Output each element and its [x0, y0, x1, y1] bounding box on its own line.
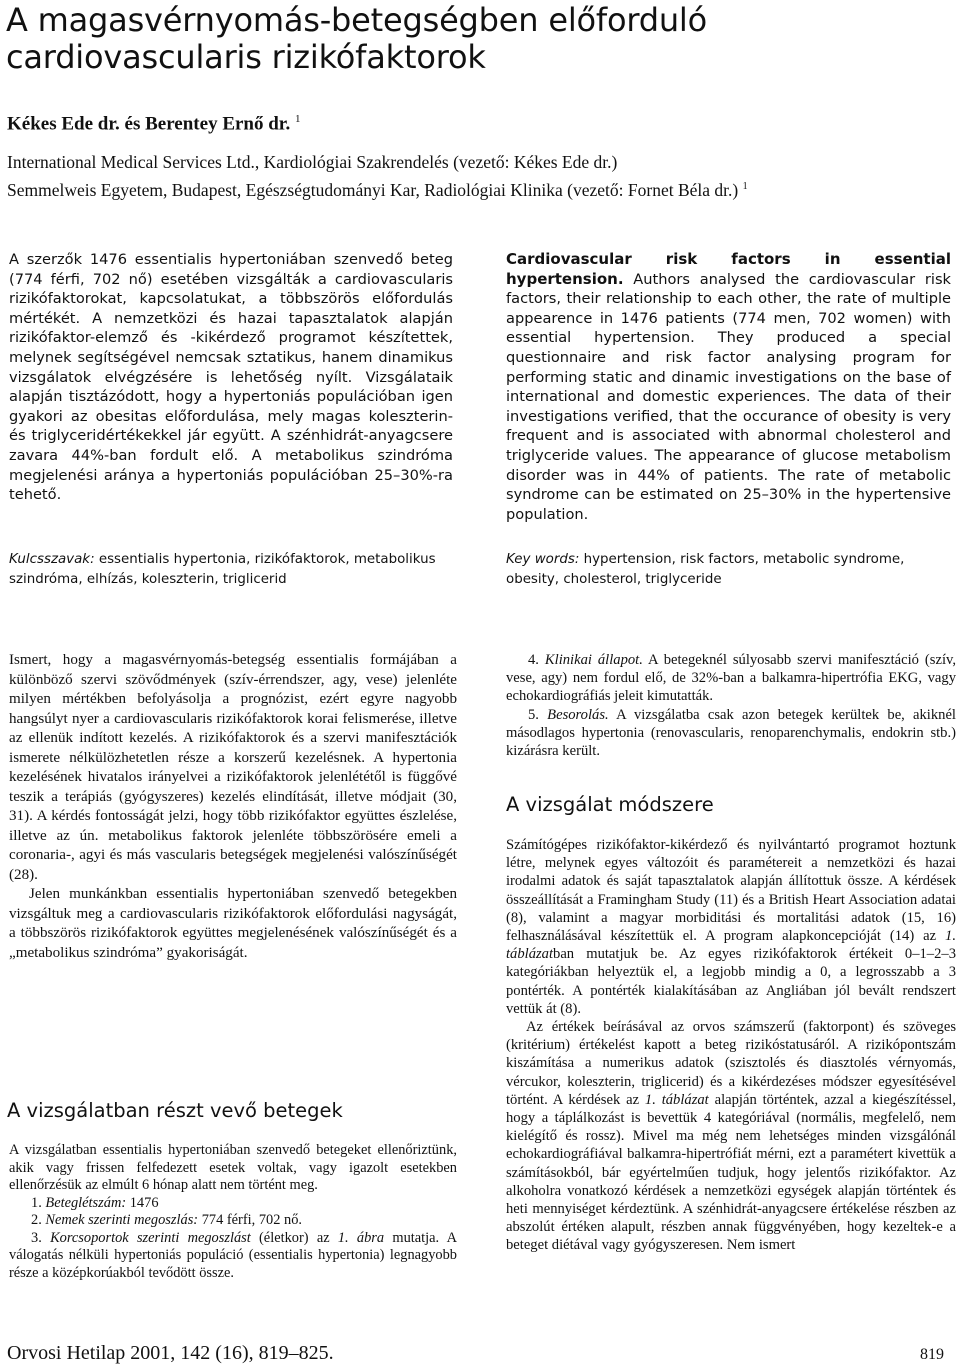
participants-intro: A vizsgálatban essentialis hypertoniában szenvedő betegeket ellenőriztünk, akik vagy frissen felfedezett esetek voltak, vagy igazolt esetekben ellenőrzésük az elmúlt 6 hónap alatt nem történt meg.: [9, 1142, 457, 1193]
participants-heading: A vizsgálatban részt vevő betegek: [7, 1099, 343, 1122]
item-label: Korcsoportok szerinti megoszlást: [50, 1229, 251, 1246]
abstract-hungarian: A szerzők 1476 essentialis hypertoniában szenvedő beteg (774 férfi, 702 nő) esetében vizsgálták a cardiovascularis rizikófaktorokat, kapcsolatukat, a többszörös előfordulás mértékét. A nemzetközi és hazai tapasztalatok alapján rizikófaktor-elemző és -kikérdező programot készítettek, melynek segítségével nemcsak sztatikus, hanem dinamikus vizsgálatok elvégzésére is lehetőség nyílt. Vizsgálataik alapján tisztázódott, hogy a hypertoniás populációban igen gyakori az obesitas előfordulása, mely magas koleszterin- és triglyceridértékekkel jár együtt. A szénhidrát-anyagcsere zavara 44%-ban fordult elő. A metabolikus szindróma megjelenési aránya a hypertoniás populációban 25–30%-ra tehető.: [9, 251, 453, 504]
item-label: Besorolás.: [547, 706, 609, 723]
methods-heading: A vizsgálat módszere: [506, 793, 714, 816]
item-label: Nemek szerinti megoszlás:: [45, 1212, 199, 1228]
participants-item-3: [9, 1230, 457, 1283]
keywords-hungarian-text: essentialis hypertonia, rizikófaktorok, metabolikus szindróma, elhízás, koleszterin, triglicerid: [9, 552, 436, 587]
item-number: 4.: [528, 652, 539, 668]
table-reference: 1. táblázat: [644, 1091, 709, 1108]
methods-paragraph-2: [506, 1018, 956, 1255]
author-names: Kékes Ede dr. és Berentey Ernő dr.: [7, 113, 291, 135]
item-number: 1.: [31, 1194, 42, 1211]
participants-item-1: [9, 1195, 457, 1213]
item-text: A vizsgálatba csak azon betegek kerültek be, akiknél másodlagos hypertonia (renovascularis, renoparenchymalis, endokrin stb.) kizárásra került.: [506, 706, 956, 760]
keywords-english-text: hypertension, risk factors, metabolic syndrome, obesity, cholesterol, triglyceride: [506, 552, 905, 587]
affiliation-2-mark: 1: [742, 181, 748, 192]
affiliation-1-text: International Medical Services Ltd., Kardiológiai Szakrendelés (vezető: Kékes Ede dr.): [7, 152, 618, 172]
paragraph-text: Az értékek beírásával az orvos számszerű (faktorpont) és szöveges (kritérium) értékelést kapott a beteg rizikóstatusáról. A rizikópontszám kiszámítása a numerikus adatok (szisztolés és diasztolés vérnyomás, vércukor, koleszterin, triglicerid) és a kikérdezéses módszer egyesítésével történt. A kérdések az: [506, 1019, 956, 1108]
intro-paragraph-1: Ismert, hogy a magasvérnyomás-betegség essentialis formájában a különböző szervi szövődmények (szív-érrendszer, agy, vese) jelenléte milyen mértékben befolyásolja a prognózist, ezért egyre nagyobb hangsúlyt nyer a cardiovascularis rizikófaktorok korai felismerése, illetve az ellenük indított kezelés. A rizikófaktorok és a szervi manifesztációk ismerete nélkülözhetetlen része a korszerű kezelésnek. A hypertonia kezelésének hivatalos irányelvei a rizikófaktorok jelenlététől is függővé teszik a terápiás (gyógyszeres) kezelés elindítását, illetve módjait (30, 31). A kérdés fontosságát jelzi, hogy több rizikófaktor együttes észlelése, illetve az ún. metabolikus faktorok jelenléte többszörösére emeli a coronaria-, agyi és más vascularis betegségek megjelenési valószínűségét (28).: [9, 652, 457, 883]
item-label: Klinikai állapot.: [544, 652, 643, 668]
participants-section: [9, 1142, 457, 1282]
criteria-item-5: [506, 706, 956, 761]
figure-reference: 1. ábra: [337, 1229, 385, 1246]
journal-citation: Orvosi Hetilap 2001, 142 (16), 819–825.: [7, 1342, 334, 1364]
page-number: 819: [920, 1346, 944, 1363]
keywords-hungarian: [9, 550, 459, 589]
affiliation-1: [7, 151, 617, 173]
intro-paragraph-2: Jelen munkánkban essentialis hypertoniában szenvedő betegekben vizsgáltuk meg a cardiovascularis rizikófaktorok előfordulási nagyságát, a többszörös rizikófaktorok együttes megjelenésének valószínűségét és a „metabolikus szindróma” gyakoriságát.: [9, 886, 457, 961]
methods-section: [506, 836, 956, 1255]
item-text: 1476: [126, 1194, 159, 1211]
introduction-section: [9, 651, 457, 963]
table-reference: 1. táblázat: [506, 928, 956, 963]
article-title: A magasvérnyomás-betegségben előforduló cardiovascularis rizikófaktorok: [6, 1, 707, 76]
abstract-english-body: Authors analysed the cardiovascular risk factors, their relationship to each other, the rate of multiple appearence in 1476 patients (774 men, 702 women) with essential hypertension. They produced a special questionnaire and risk factor analysing program for performing static and dinamic investigations on the base of international and domestic experiences. The data of their investigations verified, that the occurance of obesity is very frequent and is associated with abnormal cholesterol and triglyceride values. The appearance of glucose metabolism disorder was in 44% of patients. The rate of metabolic syndrome can be estimated on 25–30% in the hypertensive population.: [506, 270, 951, 523]
item-text: (életkor) az: [250, 1229, 338, 1246]
criteria-item-4: [506, 651, 956, 706]
affiliation-2: [7, 176, 748, 201]
author-line: [7, 113, 301, 135]
item-text: A betegeknél súlyosabb szervi manifesztáció (szív, vese, agy) nem fordul elő, de 32%-ban a balkamra-hipertrófia EKG, vagy echokardiográfiás jeleit kimutatták.: [506, 652, 956, 705]
abstract-english-title: Cardiovascular risk factors in essential hypertension.: [506, 250, 951, 288]
item-number: 5.: [528, 706, 539, 723]
participants-item-2: [9, 1212, 457, 1230]
item-text: 774 férfi, 702 nő.: [198, 1212, 303, 1228]
paragraph-text: ban mutatjuk be. Az egyes rizikófaktorok értékeit 0–1–2–3 kategóriákban helyeztük el, a legjobb mindig a 0, a legrosszabb a 3 pontérték. A pontérték kialakításában az Angliában jól bevált rendszert vettük át (8).: [506, 946, 956, 1017]
keywords-english-label: Key words:: [506, 552, 580, 567]
item-number: 3.: [31, 1229, 42, 1246]
item-number: 2.: [31, 1212, 42, 1228]
paragraph-text: Számítógépes rizikófaktor-kikérdező és nyilvántartó programot hoztunk létre, melynek egyes változóit és paramétereit a nemzetközi és hazai irodalmi adatok és saját tapasztalatok alapján állítottuk össze. A kérdések összeállítását a Framingham Study (11) és a British Heart Association adatai (8), valamint a magyar morbiditási és mortalitási adatok (15, 16) felhasználásával készítettük el. A program alapkoncepcióját (14) az: [506, 837, 956, 945]
methods-paragraph-1: [506, 836, 956, 1018]
item-text: mutatja. A válogatás nélküli hypertoniás populáció (essentialis hypertonia) legnagyobb része a középkorúakból tevődött össze.: [9, 1229, 457, 1281]
abstract-english: [506, 250, 951, 524]
paragraph-text: alapján történtek, azzal a kiegészítéssel, hogy a táplálkozást is bevettük 4 kategóriával (normális, megfelelő, nem kielégítő és rossz). Mivel ma még nem lehetséges minden vizsgálónál echokardiográfiával balkamra-hipertrófiát mérni, ezt a paramétert kivettük a számításokból, bár egyértelműen tudjuk, hogy jelentős rizikófaktor. Az alkoholra vonatkozó kérdések a nemzetközi egységek alapján történtek és heti mennyiséget kérdeztünk. A szénhidrát-anyagcsere értékelése részben az abszolút értéken alapult, részben annak függvényében, hogy kezeltek-e a beteget diétával vagy gyógyszeresen. Nem ismert: [506, 1091, 956, 1254]
keywords-english: [506, 550, 956, 589]
keywords-hungarian-label: Kulcsszavak:: [9, 552, 95, 567]
item-label: Beteglétszám:: [45, 1194, 127, 1211]
author-affiliation-mark: 1: [295, 113, 301, 125]
affiliation-2-text: Semmelweis Egyetem, Budapest, Egészségtudományi Kar, Radiológiai Klinika (vezető: Fornet Béla dr.): [7, 179, 739, 200]
patient-criteria-continued: [506, 651, 956, 760]
